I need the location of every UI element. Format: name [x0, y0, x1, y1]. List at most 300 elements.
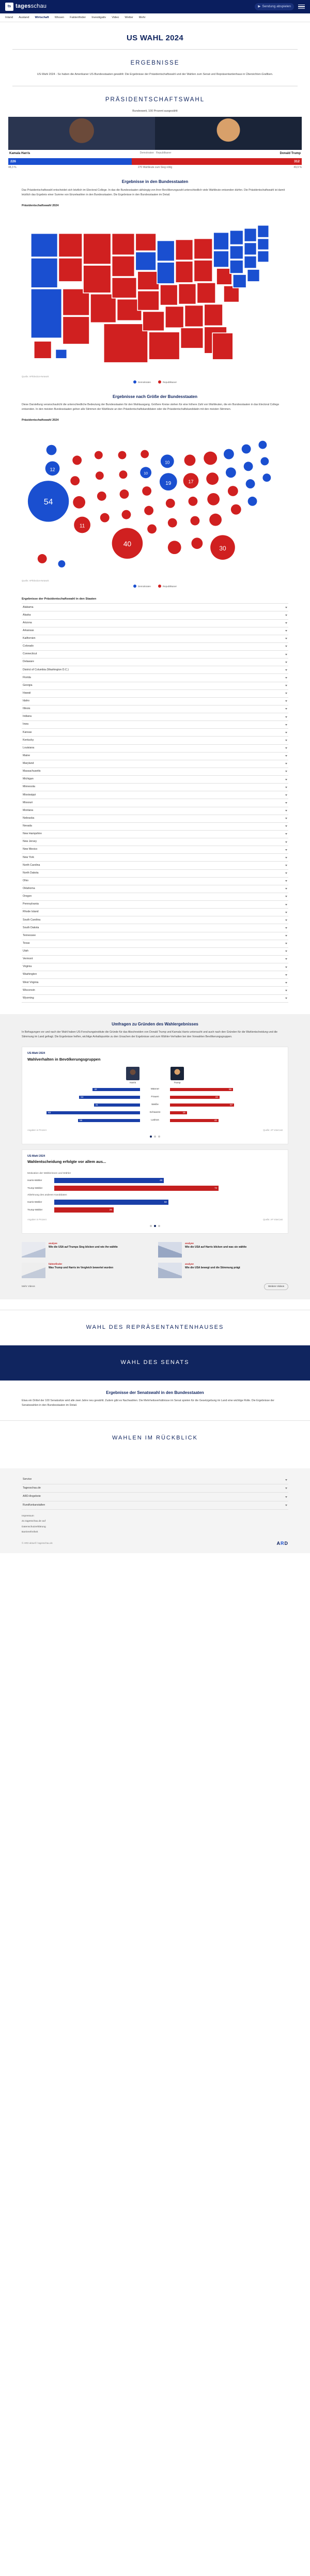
surveys-section [0, 1014, 310, 1299]
teaser-4-headline: Wie die USA bewegt und die Stimmung prägt [185, 1266, 240, 1269]
chevron-down-icon[interactable] [285, 950, 287, 952]
electoral-share-trump: 49,9 % [293, 166, 302, 170]
card2-title: Wahlentscheidung erfolgte vor allem aus... [27, 1159, 106, 1164]
more-videos-label: Mehr Videos [22, 1285, 35, 1288]
accordion-row[interactable] [22, 854, 288, 862]
chevron-down-icon[interactable] [285, 857, 287, 858]
chevron-down-icon[interactable] [285, 724, 287, 726]
accordion-row[interactable] [22, 768, 288, 776]
accordion-row-label: Vermont [23, 957, 33, 961]
chevron-down-icon[interactable] [285, 943, 287, 944]
accordion-row-label: Wisconsin [23, 988, 35, 992]
accordion-row[interactable] [22, 627, 288, 635]
us-bubble-map[interactable] [22, 424, 288, 578]
candidate-harris [8, 117, 155, 156]
senate-heading: WAHL DES SENATS [0, 1345, 310, 1381]
hamburger-menu-icon[interactable] [298, 5, 305, 9]
more-videos-button[interactable]: Weitere Videos [264, 1283, 288, 1290]
accordion-row-label: Alabama [23, 605, 34, 609]
chevron-down-icon[interactable] [285, 708, 287, 710]
map2-title: Ergebnisse nach Größe der Bundesstaaten [112, 394, 198, 399]
footer-link[interactable]: Datenschutzerklärung [22, 1525, 46, 1528]
accordion-row-label: Arkansas [23, 628, 34, 632]
card1-head-trump [171, 1067, 184, 1085]
chevron-down-icon[interactable] [285, 787, 287, 788]
tagesschau-logo-icon: ts [5, 3, 13, 11]
chevron-down-icon[interactable] [285, 810, 287, 811]
accordion-row[interactable] [22, 604, 288, 611]
ard-logo-icon: ARD [276, 1540, 288, 1546]
accordion-row[interactable] [22, 611, 288, 619]
hbar-label: Harris-Wähler [27, 1200, 42, 1203]
svg-text:19: 19 [165, 481, 172, 487]
play-broadcast-button[interactable] [255, 3, 294, 10]
footer-section-row[interactable] [22, 1493, 288, 1501]
brand-main: tages [16, 3, 31, 10]
chevron-down-icon[interactable] [285, 685, 287, 686]
chevron-down-icon[interactable] [285, 896, 287, 897]
electoral-share-harris: 48,3 % [8, 166, 17, 170]
bidirectional-bar-row [27, 1102, 283, 1108]
chevron-down-icon[interactable] [285, 912, 287, 913]
svg-text:11: 11 [79, 523, 85, 529]
legend-republicans: Republikaner [158, 380, 177, 385]
accordion-row-label: Utah [23, 949, 28, 953]
accordion-row[interactable] [22, 862, 288, 869]
chevron-down-icon[interactable] [285, 646, 287, 647]
teaser-4-kicker: analyse [185, 1263, 194, 1266]
chevron-down-icon[interactable] [285, 763, 287, 764]
accordion-row[interactable] [22, 713, 288, 721]
footer-copyright: © ARD-aktuell / tagesschau.de [22, 1541, 53, 1544]
bidirectional-bar-row [27, 1110, 283, 1116]
accordion-row[interactable] [22, 995, 288, 1003]
accordion-row[interactable] [22, 838, 288, 846]
card2-subhead-2: Ablehnung des anderen Kandidaten [27, 1193, 67, 1197]
accordion-row[interactable] [22, 791, 288, 799]
site-logo[interactable] [5, 3, 47, 11]
accordion-row[interactable] [22, 620, 288, 627]
retrospect-heading: WAHLEN IM RÜCKBLICK [0, 1420, 310, 1456]
us-choropleth-map[interactable] [22, 210, 288, 374]
accordion-row[interactable] [22, 760, 288, 768]
accordion-row[interactable] [22, 885, 288, 893]
card1-footer [27, 1126, 283, 1132]
nav-item-wirtschaft[interactable]: Wirtschaft [35, 16, 49, 19]
card1-trump-name: Trump [174, 1081, 181, 1084]
teaser-2-kicker: analyse [185, 1242, 194, 1245]
chevron-down-icon[interactable] [285, 638, 287, 639]
us-bubble-svg [22, 424, 288, 578]
chevron-down-icon[interactable] [285, 1488, 287, 1489]
bar-harris-value: 42 [92, 1088, 140, 1092]
accordion-row[interactable] [22, 674, 288, 682]
accordion-row-label: Oklahoma [23, 887, 35, 891]
chevron-down-icon[interactable] [285, 747, 287, 749]
card1-pagination-dots[interactable] [27, 1132, 283, 1138]
card1-harris-name: Harris [129, 1081, 136, 1084]
chevron-down-icon[interactable] [285, 669, 287, 671]
chevron-down-icon[interactable] [285, 732, 287, 733]
nav-item-investigativ[interactable]: Investigativ [91, 16, 106, 19]
accordion-row[interactable] [22, 784, 288, 791]
accordion-row[interactable] [22, 979, 288, 987]
bar-trump [170, 1088, 283, 1092]
bar-category-label: Männer [150, 1087, 160, 1091]
accordion-row[interactable] [22, 909, 288, 916]
hbar-value: 26 [54, 1207, 114, 1213]
card1-head-harris [126, 1067, 140, 1085]
chevron-down-icon[interactable] [285, 967, 287, 968]
chevron-down-icon[interactable] [285, 990, 287, 991]
hbar-label: Trump-Wähler [27, 1208, 43, 1211]
footer-link[interactable]: Zu tagesschau.de auf [22, 1520, 46, 1523]
chevron-down-icon[interactable] [285, 958, 287, 960]
footer-link[interactable]: Impressum [22, 1515, 34, 1518]
survey-card-voting-groups [22, 1047, 288, 1144]
footer-section-row[interactable] [22, 1501, 288, 1510]
brand-sub: schau [30, 3, 47, 10]
accordion-row-label: Tennessee [23, 933, 36, 937]
surveys-heading: Umfragen zu Gründen des Wahlergebnisses [112, 1021, 198, 1026]
svg-text:17: 17 [188, 479, 194, 485]
footer-section-label: Rundfunkanstalten [23, 1503, 45, 1507]
accordion-row-label: Wyoming [23, 996, 34, 1000]
chevron-down-icon[interactable] [285, 1496, 287, 1498]
accordion-row-label: Rhode Island [23, 910, 39, 914]
accordion-row-label: Maryland [23, 762, 34, 765]
accordion-row[interactable] [22, 682, 288, 690]
survey-card-motivation [22, 1149, 288, 1234]
svg-text:12: 12 [50, 467, 55, 472]
accordion-row-label: Hawaii [23, 691, 31, 695]
card2-support-chart [27, 1178, 283, 1191]
accordion-row[interactable] [22, 658, 288, 666]
chevron-down-icon[interactable] [285, 974, 287, 976]
accordion-row[interactable] [22, 721, 288, 729]
chevron-down-icon[interactable] [285, 654, 287, 655]
nav-item-faktenfinder[interactable]: Faktenfinder [70, 16, 86, 19]
teaser-grid [22, 1242, 288, 1278]
accordion-row-label: Nevada [23, 824, 32, 828]
accordion-row[interactable] [22, 799, 288, 807]
accordion-row[interactable] [22, 635, 288, 643]
candidate-trump [155, 117, 302, 156]
trump-thumbnail-image [171, 1067, 184, 1080]
accordion-row-label: New Mexico [23, 848, 38, 851]
accordion-row[interactable] [22, 643, 288, 651]
hbar-row [27, 1200, 283, 1205]
chevron-down-icon[interactable] [285, 755, 287, 757]
map2-legend [0, 585, 310, 589]
chevron-down-icon[interactable] [285, 865, 287, 866]
trump-name: Donald Trump [280, 152, 301, 156]
chevron-down-icon[interactable] [285, 607, 287, 608]
play-broadcast-label: Sendung abspielen [262, 5, 291, 9]
accordion-row[interactable] [22, 893, 288, 901]
hbar-track [54, 1178, 283, 1183]
top-bar-right [255, 3, 305, 10]
presidential-subline: Bundesweit, 100 Prozent ausgezählt [132, 110, 178, 113]
accordion-row-label: Maine [23, 754, 30, 757]
card1-candidate-heads [27, 1067, 283, 1087]
nav-item-wissen[interactable]: Wissen [54, 16, 65, 19]
legend2-democrats: Demokraten [133, 585, 151, 589]
hbar-label: Trump-Wähler [27, 1186, 43, 1189]
chevron-down-icon[interactable] [285, 935, 287, 937]
svg-text:10: 10 [144, 472, 148, 476]
nav-item-inland[interactable]: Inland [5, 16, 13, 19]
accordion-row-label: Kalifornien [23, 637, 36, 640]
map1-title: Ergebnisse in den Bundesstaaten [121, 179, 189, 185]
chevron-down-icon[interactable] [285, 818, 287, 819]
teaser-item[interactable] [158, 1242, 288, 1258]
accordion-row-label: Iowa [23, 723, 28, 726]
accordion-row-label: Connecticut [23, 652, 37, 656]
surveys-text: In Befragungen vor und nach der Wahl haben US-Forschungsinstitute die Gründe für das Abschneiden von Donald Trump und Kamala Harris untersucht und auch nach den Gründen für die Wahlentscheidung und die Stimmung im Land gefragt. Die Ergebnisse helfen, wichtige Anhaltspunkte zu den Ursachen der Ergebnisse und zum Wähler-Verhalten bei den Vorwahlen Bevölkerungsgruppen. [22, 1031, 278, 1039]
map1-text: Das Präsidentschaftswahl entscheidet sich letztlich im Electoral College. In das die Bundesstaaten abhängig von ihrer Bevölkerungszahl unterschiedlich viele Wahlleute entsenden dürfen. Die Präsidentschaftswahl ist damit letztlich das Ergebnis einer Summe von Einzelwahlen in den Bundesstaaten. Die Ergebnisse in den Bundesstaaten im Detail. [22, 189, 285, 197]
accordion-row[interactable] [22, 690, 288, 698]
bar-harris [27, 1088, 140, 1092]
bar-harris [27, 1096, 140, 1099]
accordion-row[interactable] [22, 823, 288, 831]
bar-category-label: Weiße [151, 1103, 159, 1106]
accordion-row-label: Montana [23, 808, 34, 812]
chevron-down-icon[interactable] [285, 630, 287, 632]
congress-text: Etwa ein Drittel der 100 Senatssitze wird alle zwei Jahre neu gewählt. Zudem gibt es Nachwahlen. Die Mehrheitsverhältnisse im Senat spielen für die Gesetzgebung im Land eine wichtige Rolle. Die Ergebnisse der Senatswahlen in den Bundesstaaten im Detail. [22, 1399, 275, 1407]
card2-source: Quelle: AP VoteCast [263, 1218, 283, 1221]
bar-trump [170, 1103, 283, 1107]
teaser-2-headline: Wie die USA auf Harris blicken und was sie wählte [185, 1245, 247, 1249]
footer-bottom [22, 1540, 288, 1553]
chevron-down-icon[interactable] [285, 740, 287, 741]
chevron-down-icon[interactable] [285, 904, 287, 906]
bidirectional-bar-row [27, 1118, 283, 1124]
teaser-3-kicker: faktenfinder [49, 1263, 63, 1266]
house-heading: WAHL DES REPRÄSENTANTENHAUSES [0, 1310, 310, 1345]
bar-harris [27, 1111, 140, 1115]
accordion-row-label: Arizona [23, 621, 32, 624]
accordion-row-label: Minnesota [23, 785, 35, 789]
card2-pagination-dots[interactable] [27, 1221, 283, 1227]
footer-section-row[interactable] [22, 1476, 288, 1484]
accordion-row[interactable] [22, 956, 288, 963]
nav-item-wetter[interactable]: Wetter [125, 16, 133, 19]
page-title: US WAHL 2024 [126, 34, 184, 42]
chevron-down-icon[interactable] [285, 927, 287, 929]
chevron-down-icon[interactable] [285, 700, 287, 702]
bar-trump [170, 1111, 283, 1115]
accordion-row-label: Florida [23, 676, 31, 679]
trump-portrait-image [155, 117, 302, 150]
teaser-item[interactable] [158, 1263, 288, 1278]
accordion-row[interactable] [22, 901, 288, 909]
accordion-row-label: Kansas [23, 730, 32, 734]
accordion-row-label: Delaware [23, 660, 34, 664]
chevron-down-icon[interactable] [285, 833, 287, 835]
chevron-down-icon[interactable] [285, 716, 287, 718]
card1-bidirectional-chart [27, 1087, 283, 1124]
electoral-bar-caption [8, 166, 302, 170]
chevron-down-icon[interactable] [285, 802, 287, 804]
chevron-down-icon[interactable] [285, 841, 287, 843]
nav-item-mehr[interactable]: Mehr [138, 16, 146, 19]
hbar-label: Harris-Wähler [27, 1178, 42, 1182]
top-bar [0, 0, 310, 13]
chevron-down-icon[interactable] [285, 849, 287, 851]
bar-harris-value: 55 [78, 1119, 140, 1123]
accordion-row-label: Missouri [23, 801, 33, 804]
footer-section-label: ARD-Angebote [23, 1495, 41, 1498]
accordion-row[interactable] [22, 706, 288, 713]
results-intro: US-Wahl 2024 - So haben die Amerikaner US-Bundesstaaten gewählt: Die Ergebnisse der Präsidentschaftswahl und der Wahlen zum Senat und Repräsentantenhaus in Übersichten-Grafiken. [37, 73, 273, 76]
svg-text:54: 54 [43, 498, 53, 507]
hbar-value: 50 [54, 1200, 168, 1205]
candidate-row [0, 117, 310, 156]
accordion-row[interactable] [22, 963, 288, 971]
chevron-down-icon[interactable] [285, 693, 287, 694]
chevron-down-icon[interactable] [285, 662, 287, 663]
teaser-1-kicker: analyse [49, 1242, 57, 1245]
teaser-image-1 [22, 1242, 45, 1258]
chevron-down-icon[interactable] [285, 825, 287, 827]
chevron-down-icon[interactable] [285, 794, 287, 796]
accordion-row-label: District of Columbia (Washington D.C.) [23, 668, 69, 671]
card1-kicker: US-Wahl 2024 [27, 1052, 45, 1055]
map2-text: Diese Darstellung veranschaulicht die unterschiedliche Bedeutung der Bundesstaaten für den Wahlausgang. Größere Kreise stehen für eine höhere Zahl von Wahlleuten, die ein Bundesstaaten in das Electoral College entsenden. In den meisten Bundesstaaten gehen alle Stimmen der Wahlleute an den Präsidentschaftskandidaten oder die Präsidentschaftskandidatin mit den meisten Stimmen. [22, 403, 280, 411]
accordion-row[interactable] [22, 846, 288, 854]
chevron-down-icon[interactable] [285, 998, 287, 999]
accordion-row-label: New York [23, 855, 34, 859]
accordion-row[interactable] [22, 737, 288, 744]
teaser-item[interactable] [22, 1242, 152, 1258]
accordion-row[interactable] [22, 666, 288, 674]
harris-thumbnail-image [126, 1067, 140, 1080]
chevron-down-icon[interactable] [285, 872, 287, 874]
chevron-down-icon[interactable] [285, 1479, 287, 1481]
map1-chart-label: Präsidentschaftswahl 2024 [22, 204, 59, 208]
chevron-down-icon[interactable] [285, 1505, 287, 1506]
electoral-needed-note: 270 Wahlleute zum Sieg nötig [137, 166, 173, 170]
map2-chart-label: Präsidentschaftswahl 2024 [22, 419, 59, 422]
bar-harris-value: 41 [94, 1103, 140, 1107]
accordion-row-label: Mississippi [23, 793, 36, 796]
accordion-row-label: Michigan [23, 777, 34, 781]
bar-trump-value: 44 [170, 1096, 220, 1099]
accordion-row[interactable] [22, 807, 288, 815]
footer-section-label: Service [23, 1478, 32, 1481]
accordion-row[interactable] [22, 831, 288, 838]
accordion-row-label: South Carolina [23, 918, 41, 922]
states-accordion [22, 603, 288, 1002]
bar-trump [170, 1096, 283, 1099]
accordion-row-label: Kentucky [23, 738, 34, 742]
accordion-row[interactable] [22, 870, 288, 878]
footer-section-row[interactable] [22, 1484, 288, 1493]
footer-link[interactable]: Barrierefreiheit [22, 1530, 38, 1534]
accordion-row[interactable] [22, 948, 288, 956]
accordion-row[interactable] [22, 753, 288, 760]
accordion-row-label: Virginia [23, 965, 32, 969]
chevron-down-icon[interactable] [285, 771, 287, 772]
accordion-row[interactable] [22, 940, 288, 948]
accordion-row-label: New Jersey [23, 840, 37, 844]
accordion-row[interactable] [22, 729, 288, 737]
bar-harris-value: 54 [79, 1096, 140, 1099]
accordion-row[interactable] [22, 987, 288, 994]
accordion-row-label: Colorado [23, 645, 34, 648]
bar-harris-value: 83 [47, 1111, 140, 1115]
bar-category-label: Latinos [151, 1118, 159, 1122]
card2-subhead-1: Motivation der Wählerinnen und Wähler [27, 1172, 71, 1175]
hbar-value: 48 [54, 1178, 164, 1183]
svg-text:40: 40 [123, 540, 132, 548]
chevron-down-icon[interactable] [285, 779, 287, 780]
chevron-down-icon[interactable] [285, 982, 287, 984]
accordion-row[interactable] [22, 878, 288, 885]
svg-text:30: 30 [219, 545, 226, 553]
hbar-row [27, 1186, 283, 1191]
accordion-row-label: Pennsylvania [23, 902, 39, 906]
chevron-down-icon[interactable] [285, 677, 287, 679]
card2-kicker: US-Wahl 2024 [27, 1154, 45, 1158]
accordion-row-label: Ohio [23, 879, 28, 882]
map2-credit: Quelle: AP/Election-Network [22, 579, 49, 582]
accordion-row-label: Louisiana [23, 746, 35, 749]
teaser-item[interactable] [22, 1263, 152, 1278]
accordion-row-label: New Hampshire [23, 832, 42, 836]
electoral-bar [8, 158, 302, 165]
harris-party: Demokraten [140, 151, 154, 155]
card1-title: Wahlverhalten in Bevölkerungsgruppen [27, 1056, 101, 1062]
hbar-track [54, 1207, 283, 1213]
accordion-row[interactable] [22, 916, 288, 924]
trump-party: Republikaner [156, 151, 172, 155]
chevron-down-icon[interactable] [285, 919, 287, 921]
accordion-row[interactable] [22, 932, 288, 940]
bidirectional-bar-row [27, 1087, 283, 1093]
legend2-republicans: Republikaner [158, 585, 177, 589]
bar-trump-value: 57 [170, 1103, 234, 1107]
accordion-row[interactable] [22, 698, 288, 706]
chevron-down-icon[interactable] [285, 615, 287, 616]
electoral-bar-harris: 226 [8, 158, 132, 165]
accordion-row[interactable] [22, 776, 288, 784]
chevron-down-icon[interactable] [285, 888, 287, 890]
bar-category-label: Frauen [151, 1095, 159, 1098]
accordion-row[interactable] [22, 651, 288, 658]
main-nav [0, 13, 310, 22]
card1-source: Quelle: AP VoteCast [263, 1128, 283, 1131]
nav-item-video[interactable]: Video [112, 16, 119, 19]
map1-credit: Quelle: AP/Election-Network [22, 375, 49, 378]
accordion-row[interactable] [22, 815, 288, 823]
accordion-row-label: Washington [23, 973, 37, 976]
accordion-row-label: Illinois [23, 707, 30, 711]
chevron-down-icon[interactable] [285, 622, 287, 624]
teaser-image-3 [22, 1263, 45, 1278]
accordion-row[interactable] [22, 745, 288, 753]
chevron-down-icon[interactable] [285, 880, 287, 882]
accordion-row[interactable] [22, 971, 288, 979]
nav-item-ausland[interactable]: Ausland [19, 16, 29, 19]
bidirectional-bar-row [27, 1095, 283, 1100]
footer-sections [22, 1476, 288, 1510]
accordion-row-label: South Dakota [23, 926, 39, 929]
bar-trump-value: 43 [170, 1119, 219, 1123]
accordion-row[interactable] [22, 924, 288, 932]
map1-legend [0, 380, 310, 385]
